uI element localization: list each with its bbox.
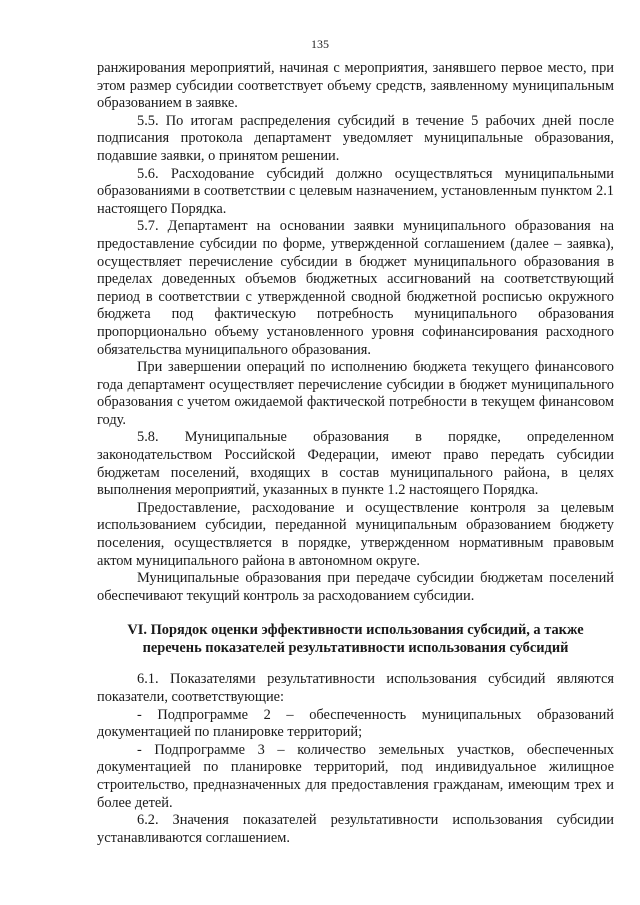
section-heading: [97, 621, 614, 657]
paragraph: 6.2. Значения показателей результативности использования субсидии устанавливаются соглашением.: [97, 812, 614, 846]
paragraph: 5.8. Муниципальные образования в порядке, определенном законодательством Российской Федерации, имеют право передать субсидии бюджетам поселений, входящих в состав муниципального района, в целях выполнения мероприятий, указанных в пункте 1.2 настоящего Порядка.: [97, 429, 614, 499]
page-number: 135: [311, 37, 329, 51]
paragraph: Муниципальные образования при передаче субсидии бюджетам поселений обеспечивают текущий контроль за расходованием субсидии.: [97, 570, 614, 604]
paragraph: Предоставление, расходование и осуществление контроля за целевым использованием субсидии, переданной муниципальным образованием бюджету поселения, осуществляется в порядке, утвержденном нормативным правовым актом муниципального района в автономном округе.: [97, 499, 614, 569]
paragraph: 5.5. По итогам распределения субсидий в течение 5 рабочих дней после подписания протокола департамент уведомляет муниципальные образования, подавшие заявки, о принятом решении.: [97, 112, 614, 164]
paragraph: При завершении операций по исполнению бюджета текущего финансового года департамент осуществляет перечисление субсидии в бюджет муниципального образования с учетом ожидаемой фактической потребности в текущем финансовом году.: [97, 359, 614, 428]
paragraph: 5.6. Расходование субсидий должно осуществляться муниципальными образованиями в соответствии с целевым назначением, установленным пунктом 2.1 настоящего Порядка.: [97, 165, 614, 217]
section-heading-line: перечень показателей результативности использования субсидий: [142, 640, 569, 657]
document-body: [97, 60, 614, 847]
section-heading-line: VI. Порядок оценки эффективности использования субсидий, а также: [127, 622, 584, 639]
paragraph: 5.7. Департамент на основании заявки муниципального образования на предоставление субсидии по форме, утвержденной соглашением (далее – заявка), осуществляет перечисление субсидии в бюджет муниципального образования в пределах доведенных объемов бюджетных ассигнований на соответствующий период в соответствии с утвержденной сводной бюджетной росписью окружного бюджета под фактическую потребность муниципального образования пропорционально объему установленного уровня софинансирования расходного обязательства муниципального образования.: [97, 218, 614, 358]
list-item: - Подпрограмме 2 – обеспеченность муниципальных образований документацией по планировке территорий;: [97, 706, 614, 741]
paragraph: 6.1. Показателями результативности использования субсидий являются показатели, соответствующие:: [97, 671, 614, 705]
paragraph: ранжирования мероприятий, начиная с мероприятия, занявшего первое место, при этом размер субсидии соответствует объему средств, заявленному муниципальным образованием в заявке.: [97, 60, 614, 112]
list-item: - Подпрограмме 3 – количество земельных участков, обеспеченных документацией по планировке территорий, под индивидуальное жилищное строительство, предназначенных для предоставления гражданам, имеющим трех и более детей.: [97, 741, 614, 811]
